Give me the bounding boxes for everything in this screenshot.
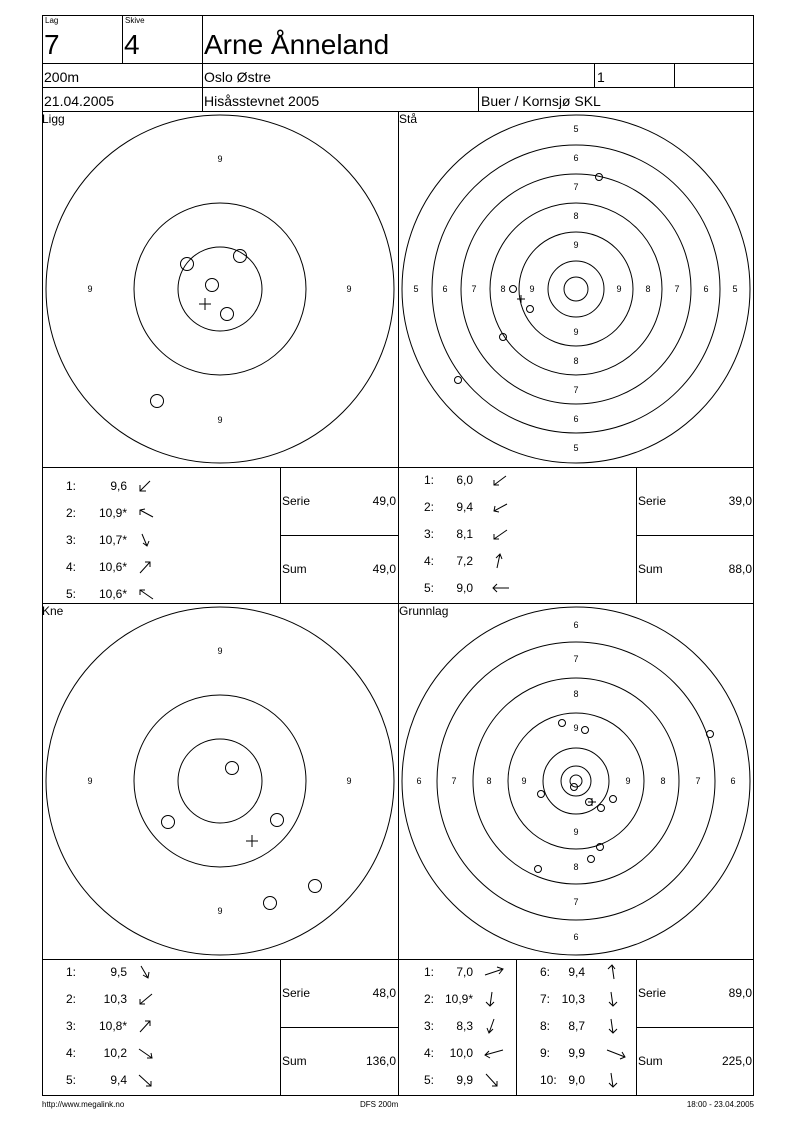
field-number: 1 bbox=[597, 69, 605, 85]
sta-shot-list bbox=[424, 466, 634, 601]
arrow-down-right-icon bbox=[137, 964, 153, 980]
shot-row bbox=[424, 466, 634, 493]
ring-label: 9 bbox=[573, 723, 579, 733]
ring-label: 9 bbox=[87, 284, 93, 294]
shot-value: 10,3 bbox=[103, 991, 127, 1006]
shot-value: 9,4 bbox=[456, 499, 473, 514]
shot-value: 10,6* bbox=[98, 586, 127, 601]
shot-number: 2: bbox=[66, 991, 77, 1006]
ring-label: 6 bbox=[573, 414, 579, 424]
shot-hole bbox=[610, 796, 617, 803]
ring-label: 8 bbox=[500, 284, 506, 294]
shot-number: 2: bbox=[424, 499, 435, 514]
shot-hole bbox=[455, 377, 462, 384]
grunnlag-sum-value: 225,0 bbox=[721, 1054, 752, 1068]
shot-hole bbox=[559, 720, 566, 727]
ring-label: 6 bbox=[573, 932, 579, 942]
shot-hole bbox=[510, 286, 517, 293]
shot-hole bbox=[527, 306, 534, 313]
group-center-mark bbox=[588, 798, 596, 806]
arrow-right-icon bbox=[483, 964, 505, 980]
target-label-sta: Stå bbox=[399, 112, 418, 126]
ring-label: 9 bbox=[346, 776, 352, 786]
shot-value: 9,9 bbox=[456, 1072, 473, 1087]
shot-hole bbox=[598, 805, 605, 812]
shot-row bbox=[66, 1039, 276, 1066]
ring-label: 9 bbox=[217, 646, 223, 656]
target-sta bbox=[402, 115, 750, 463]
shooter-name: Arne Ånneland bbox=[204, 29, 390, 60]
shot-hole bbox=[162, 816, 175, 829]
ring-label: 8 bbox=[660, 776, 666, 786]
shot-row bbox=[424, 1066, 516, 1093]
arrow-down-right-icon bbox=[483, 1071, 501, 1089]
ring-label: 7 bbox=[451, 776, 457, 786]
shot-number: 2: bbox=[424, 991, 435, 1006]
ring-label: 6 bbox=[573, 153, 579, 163]
event-name: Hisåsstevnet 2005 bbox=[204, 93, 320, 109]
shot-row bbox=[66, 958, 276, 985]
shot-value: 9,0 bbox=[568, 1072, 585, 1087]
shot-value: 9,0 bbox=[456, 580, 473, 595]
sta-serie-label: Serie bbox=[638, 494, 667, 508]
shot-hole bbox=[226, 762, 239, 775]
ring-label: 6 bbox=[416, 776, 422, 786]
shot-number: 3: bbox=[66, 1018, 77, 1033]
ring-label: 9 bbox=[217, 415, 223, 425]
shot-row bbox=[424, 493, 634, 520]
shot-number: 10: bbox=[540, 1072, 557, 1087]
target-ligg bbox=[46, 115, 394, 463]
shot-hole bbox=[538, 791, 545, 798]
arrow-down-right-icon bbox=[137, 1045, 155, 1061]
shot-number: 4: bbox=[424, 553, 435, 568]
shot-row bbox=[424, 1012, 516, 1039]
ring-label: 9 bbox=[573, 827, 579, 837]
kne-sum-value: 136,0 bbox=[365, 1054, 396, 1068]
grunnlag-serie-label: Serie bbox=[638, 986, 667, 1000]
arrow-up-right-icon bbox=[137, 1018, 153, 1034]
shot-row bbox=[540, 1039, 636, 1066]
shot-row bbox=[66, 1066, 276, 1093]
shot-hole bbox=[151, 395, 164, 408]
shot-value: 10,8* bbox=[98, 1018, 127, 1033]
ring-label: 8 bbox=[573, 862, 579, 872]
shot-number: 9: bbox=[540, 1045, 551, 1060]
lag-label: Lag bbox=[45, 16, 59, 25]
ring-label: 5 bbox=[732, 284, 738, 294]
arrow-up-icon bbox=[491, 552, 507, 570]
kne-shot-list bbox=[66, 958, 276, 1093]
grunnlag-shot-list-a bbox=[424, 958, 516, 1093]
arrow-down-icon bbox=[605, 990, 621, 1008]
shot-number: 1: bbox=[66, 964, 77, 979]
shot-hole bbox=[181, 258, 194, 271]
group-center-mark bbox=[199, 298, 211, 310]
shot-number: 4: bbox=[424, 1045, 435, 1060]
arrow-down-right-icon bbox=[605, 1045, 627, 1061]
shot-hole bbox=[309, 880, 322, 893]
target-label-grunnlag: Grunnlag bbox=[399, 604, 449, 618]
arrow-left-icon bbox=[483, 1045, 505, 1061]
arrow-down-left-icon bbox=[137, 991, 155, 1007]
shot-number: 1: bbox=[424, 964, 435, 979]
arrow-down-left-icon bbox=[491, 499, 509, 515]
ring-label: 7 bbox=[573, 654, 579, 664]
shot-row bbox=[66, 580, 276, 607]
shot-number: 1: bbox=[66, 478, 77, 493]
shot-value: 7,2 bbox=[456, 553, 473, 568]
shot-row bbox=[424, 520, 634, 547]
shot-row bbox=[66, 985, 276, 1012]
shot-number: 5: bbox=[424, 580, 435, 595]
shot-row bbox=[424, 547, 634, 574]
ring-label: 9 bbox=[573, 240, 579, 250]
shot-row bbox=[66, 499, 276, 526]
shot-number: 5: bbox=[66, 1072, 77, 1087]
ring-label: 8 bbox=[573, 356, 579, 366]
ring-label: 7 bbox=[573, 897, 579, 907]
group-center-mark bbox=[517, 295, 525, 303]
shot-hole bbox=[588, 856, 595, 863]
arrow-up-icon bbox=[605, 963, 621, 981]
ligg-serie-value: 49,0 bbox=[372, 494, 396, 508]
target-label-ligg: Ligg bbox=[42, 112, 65, 126]
ring-label: 7 bbox=[674, 284, 680, 294]
shot-number: 4: bbox=[66, 1045, 77, 1060]
grunnlag-sum-label: Sum bbox=[638, 1054, 663, 1068]
shot-value: 9,5 bbox=[110, 964, 127, 979]
shot-number: 2: bbox=[66, 505, 77, 520]
ligg-serie-label: Serie bbox=[282, 494, 311, 508]
shot-number: 5: bbox=[424, 1072, 435, 1087]
shot-row bbox=[540, 958, 636, 985]
kne-serie-value: 48,0 bbox=[372, 986, 396, 1000]
shot-value: 8,3 bbox=[456, 1018, 473, 1033]
shot-value: 8,1 bbox=[456, 526, 473, 541]
ring-label: 5 bbox=[413, 284, 419, 294]
ring-label: 8 bbox=[573, 211, 579, 221]
ring-label: 6 bbox=[573, 620, 579, 630]
shot-hole bbox=[535, 866, 542, 873]
ring-label: 9 bbox=[217, 906, 223, 916]
ring-label: 9 bbox=[217, 154, 223, 164]
ring-label: 9 bbox=[625, 776, 631, 786]
shot-number: 3: bbox=[424, 526, 435, 541]
shot-row bbox=[66, 526, 276, 553]
ring-label: 7 bbox=[573, 385, 579, 395]
ligg-shot-list bbox=[66, 472, 276, 607]
ring-label: 6 bbox=[442, 284, 448, 294]
arrow-down-icon bbox=[483, 1017, 499, 1035]
ring-label: 9 bbox=[573, 327, 579, 337]
skive-label: Skive bbox=[125, 16, 145, 25]
ring-label: 5 bbox=[573, 443, 579, 453]
sta-sum-label: Sum bbox=[638, 562, 663, 576]
shot-hole bbox=[264, 897, 277, 910]
kne-serie-label: Serie bbox=[282, 986, 311, 1000]
ring-label: 9 bbox=[87, 776, 93, 786]
arrow-down-left-icon bbox=[491, 472, 509, 488]
location: Oslo Østre bbox=[204, 69, 271, 85]
club-name: Buer / Kornsjø SKL bbox=[481, 93, 601, 109]
target-label-kne: Kne bbox=[42, 604, 64, 618]
shot-number: 1: bbox=[424, 472, 435, 487]
shot-value: 9,4 bbox=[568, 964, 585, 979]
ring-label: 9 bbox=[521, 776, 527, 786]
shot-value: 10,3 bbox=[561, 991, 585, 1006]
shot-hole bbox=[234, 250, 247, 263]
ring-label: 8 bbox=[573, 689, 579, 699]
sta-sum-value: 88,0 bbox=[728, 562, 752, 576]
ring-label: 9 bbox=[346, 284, 352, 294]
shot-row bbox=[424, 958, 516, 985]
arrow-down-left-icon bbox=[491, 526, 509, 542]
shot-value: 9,4 bbox=[110, 1072, 127, 1087]
shot-hole bbox=[206, 279, 219, 292]
grunnlag-shot-list-b bbox=[540, 958, 636, 1093]
shot-hole bbox=[271, 814, 284, 827]
sta-serie-value: 39,0 bbox=[728, 494, 752, 508]
shot-hole bbox=[582, 727, 589, 734]
shot-row bbox=[424, 574, 634, 601]
arrow-down-icon bbox=[605, 1071, 621, 1089]
ring-label: 6 bbox=[730, 776, 736, 786]
shot-number: 3: bbox=[424, 1018, 435, 1033]
shot-row bbox=[66, 1012, 276, 1039]
shot-hole bbox=[707, 731, 714, 738]
arrow-down-right-icon bbox=[137, 532, 153, 548]
shot-row bbox=[424, 1039, 516, 1066]
ring-label: 7 bbox=[573, 182, 579, 192]
shot-number: 6: bbox=[540, 964, 551, 979]
shot-row bbox=[540, 985, 636, 1012]
shot-row bbox=[66, 472, 276, 499]
arrow-up-left-icon bbox=[137, 586, 155, 602]
arrow-left-icon bbox=[491, 580, 511, 596]
shot-number: 7: bbox=[540, 991, 551, 1006]
shot-number: 3: bbox=[66, 532, 77, 547]
ring-label: 7 bbox=[695, 776, 701, 786]
ring-label: 5 bbox=[573, 124, 579, 134]
shot-value: 10,9* bbox=[444, 991, 473, 1006]
ring-label: 9 bbox=[529, 284, 535, 294]
arrow-down-icon bbox=[483, 990, 499, 1008]
distance: 200m bbox=[44, 69, 80, 85]
shot-hole bbox=[221, 308, 234, 321]
group-center-mark bbox=[246, 835, 258, 847]
footer-program: DFS 200m bbox=[360, 1100, 399, 1109]
shot-value: 8,7 bbox=[568, 1018, 585, 1033]
target-kne bbox=[46, 607, 394, 955]
arrow-down-left-icon bbox=[137, 478, 153, 494]
arrow-down-right-icon bbox=[137, 1072, 155, 1088]
arrow-down-icon bbox=[605, 1017, 621, 1035]
shot-value: 10,6* bbox=[98, 559, 127, 574]
arrow-up-left-icon bbox=[137, 505, 155, 521]
shot-value: 9,6 bbox=[110, 478, 127, 493]
shot-number: 8: bbox=[540, 1018, 551, 1033]
arrow-up-right-icon bbox=[137, 559, 153, 575]
ring-label: 8 bbox=[486, 776, 492, 786]
shot-value: 10,9* bbox=[98, 505, 127, 520]
grunnlag-serie-value: 89,0 bbox=[728, 986, 752, 1000]
shot-value: 9,9 bbox=[568, 1045, 585, 1060]
ligg-sum-label: Sum bbox=[282, 562, 307, 576]
shot-value: 7,0 bbox=[456, 964, 473, 979]
footer-timestamp: 18:00 - 23.04.2005 bbox=[686, 1100, 754, 1109]
ring-label: 8 bbox=[645, 284, 651, 294]
footer-url: http://www.megalink.no bbox=[42, 1100, 125, 1109]
date: 21.04.2005 bbox=[44, 93, 115, 109]
shot-number: 5: bbox=[66, 586, 77, 601]
skive-value: 4 bbox=[124, 29, 140, 60]
ligg-sum-value: 49,0 bbox=[372, 562, 396, 576]
shot-value: 10,7* bbox=[98, 532, 127, 547]
shot-number: 4: bbox=[66, 559, 77, 574]
ring-label: 9 bbox=[616, 284, 622, 294]
shot-value: 6,0 bbox=[456, 472, 473, 487]
kne-sum-label: Sum bbox=[282, 1054, 307, 1068]
shot-row bbox=[424, 985, 516, 1012]
shot-row bbox=[66, 553, 276, 580]
shot-value: 10,0 bbox=[449, 1045, 473, 1060]
shot-row bbox=[540, 1066, 636, 1093]
lag-value: 7 bbox=[44, 29, 60, 60]
ring-label: 7 bbox=[471, 284, 477, 294]
shot-row bbox=[540, 1012, 636, 1039]
shot-value: 10,2 bbox=[103, 1045, 127, 1060]
ring-label: 6 bbox=[703, 284, 709, 294]
